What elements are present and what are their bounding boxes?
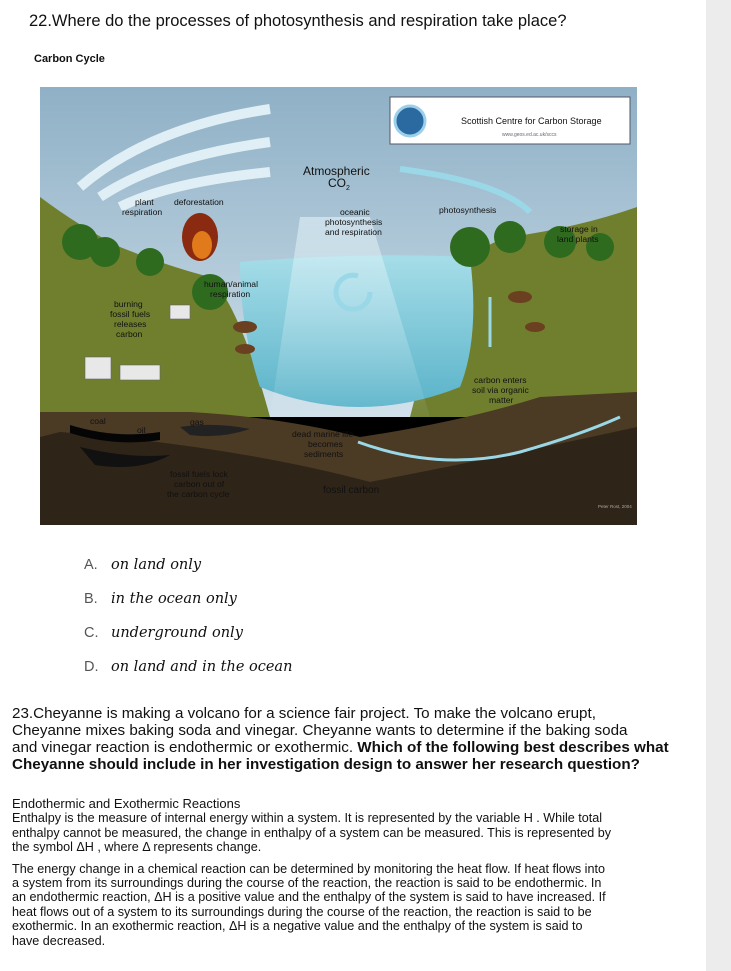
reference-heading: Endothermic and Exothermic Reactions xyxy=(12,796,241,811)
label-land-plants: land plants xyxy=(557,234,599,244)
label-sediments: sediments xyxy=(304,449,344,459)
question-23-prompt: 23.Cheyanne is making a volcano for a science fair project. To make the volcano erupt, Cheyanne mixes baking soda and vinegar. Cheyanne wants to determine if the baking soda and vinegar reaction is endothermic or exothermic. Which of the following best describes what Cheyanne should include in her investigation design to answer her research question? xyxy=(12,705,669,773)
label-dead-marine-life: dead marine life xyxy=(292,429,354,439)
label-fossil-fuels-lock: fossil fuels lock xyxy=(170,469,228,479)
label-the-carbon-cycle: the carbon cycle xyxy=(167,489,230,499)
label-fossil-fuels: fossil fuels xyxy=(110,309,151,319)
label-releases: releases xyxy=(114,319,147,329)
label-becomes: becomes xyxy=(308,439,343,449)
org-url: www.geos.ed.ac.uk/sccs xyxy=(502,132,557,138)
label-co2: $CO_2$ xyxy=(328,176,350,192)
fire xyxy=(182,213,218,261)
label-coal: coal xyxy=(90,416,106,426)
reference-text xyxy=(12,797,702,948)
label-plant: plant xyxy=(135,197,154,207)
answer-choices xyxy=(84,557,292,693)
choice-c[interactable]: C. underground only xyxy=(84,625,243,641)
reference-paragraph-2: The energy change in a chemical reaction can be determined by monitoring the heat flow. If heat flows into a system from its surroundings during the course of the reaction, the reaction is said to be endothermic. In an endothermic reaction, ΔH is a positive value and the enthalpy of the system is said to have increased. If heat flows out of a system to its surroundings during the course of the reaction, the reaction is said to be exothermic. In an exothermic reaction, ΔH is a negative value and the enthalpy of the system is said to have decreased. xyxy=(12,861,606,948)
label-atmospheric: Atmospheric xyxy=(303,164,370,178)
label-oceanic: oceanic xyxy=(340,207,370,217)
label-storage-in: storage in xyxy=(560,224,598,234)
label-matter: matter xyxy=(489,395,514,405)
label-burning: burning xyxy=(114,299,143,309)
label-photosynthesis: photosynthesis xyxy=(439,205,497,215)
label-carbon-enters: carbon enters xyxy=(474,375,527,385)
choice-d[interactable]: D. on land and in the ocean xyxy=(84,659,293,675)
label-human-animal: human/animal xyxy=(204,279,258,289)
reference-paragraph-1: Enthalpy is the measure of internal energy within a system. It is represented by the variable H . While total enthalpy cannot be measured, the change in enthalpy of a system can be measured. This is represented by the symbol ΔH , where Δ represents change. xyxy=(12,811,612,855)
carbon-cycle-illustration xyxy=(40,87,637,525)
label-carbon: carbon xyxy=(116,329,143,339)
label-oil: oil xyxy=(137,425,146,435)
label-fossil-carbon: fossil carbon xyxy=(323,485,380,496)
label-and-respiration: and respiration xyxy=(325,227,382,237)
choice-b[interactable]: B. in the ocean only xyxy=(84,591,237,607)
label-oceanic-photosynthesis: photosynthesis xyxy=(325,217,383,227)
label-human-animal-respiration: respiration xyxy=(210,289,251,299)
figure-label: Carbon Cycle xyxy=(34,53,105,65)
question-22-prompt: 22.Where do the processes of photosynthesis and respiration take place? xyxy=(29,12,567,30)
label-plant-respiration: respiration xyxy=(122,207,163,217)
label-deforestation: deforestation xyxy=(174,197,224,207)
label-carbon-out-of: carbon out of xyxy=(174,479,225,489)
label-soil-via-organic: soil via organic xyxy=(472,385,529,395)
org-name: Scottish Centre for Carbon Storage xyxy=(461,116,602,126)
image-credit: Peter Rost, 2004 xyxy=(598,504,632,509)
logo-icon xyxy=(395,106,425,136)
choice-a[interactable]: A. on land only xyxy=(84,557,202,573)
carbon-cycle-diagram xyxy=(40,87,637,525)
label-gas: gas xyxy=(190,417,204,427)
